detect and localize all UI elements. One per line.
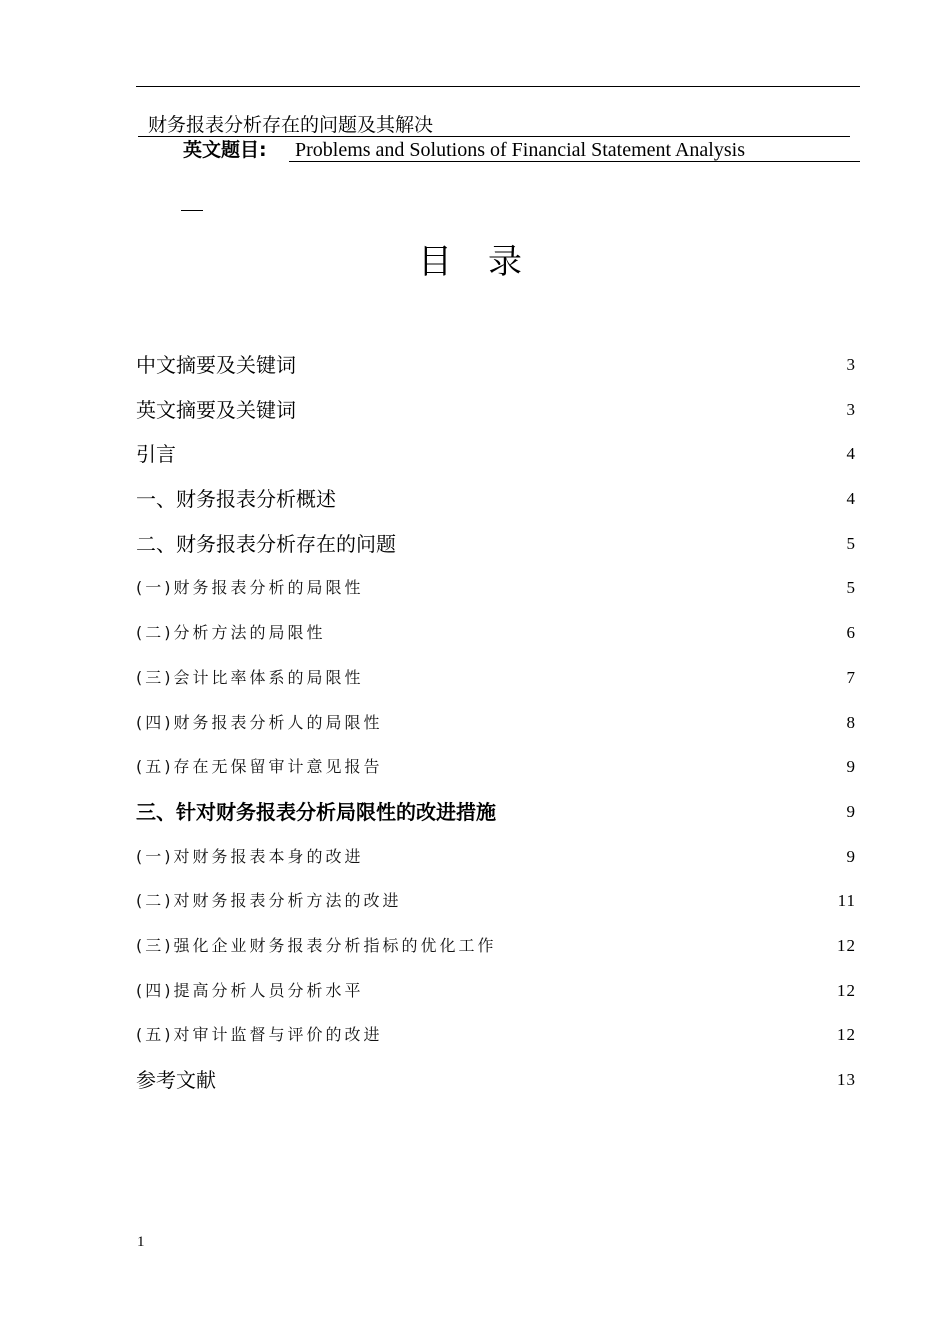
toc-entry-page: 12 <box>837 980 856 1000</box>
chinese-title: 财务报表分析存在的问题及其解决 <box>138 113 850 137</box>
toc-entry[interactable] <box>136 1058 856 1103</box>
toc-entry-page: 6 <box>846 623 856 643</box>
toc-subentry[interactable] <box>136 1013 856 1058</box>
toc-entry-label: 一、财务报表分析概述 <box>136 487 336 512</box>
toc-entry-label: 中文摘要及关键词 <box>136 353 296 377</box>
toc-subentry[interactable] <box>136 969 856 1014</box>
toc-entry-label: 引言 <box>136 442 176 467</box>
toc-entry-label: (五)存在无保留审计意见报告 <box>136 757 383 777</box>
toc-entry-page: 4 <box>846 444 856 464</box>
toc-subentry[interactable] <box>136 566 856 611</box>
toc-entry-label: (二)分析方法的局限性 <box>136 623 326 643</box>
toc-entry-page: 3 <box>846 355 856 374</box>
toc-entry-page: 4 <box>846 489 856 509</box>
toc-entry-page: 3 <box>846 399 856 419</box>
toc-entry-page: 7 <box>846 667 856 687</box>
toc-entry-label: 三、针对财务报表分析局限性的改进措施 <box>136 799 496 824</box>
toc-heading: 目录 <box>418 242 558 282</box>
toc-entry-page: 11 <box>837 891 856 911</box>
toc-entry-page: 13 <box>837 1070 856 1089</box>
toc-entry-label: 参考文献 <box>136 1068 216 1092</box>
toc-entry-label: (三)强化企业财务报表分析指标的优化工作 <box>136 935 497 955</box>
toc-entry-label: 英文摘要及关键词 <box>136 397 296 422</box>
toc-subentry[interactable] <box>136 879 856 924</box>
english-title-label: 英文题目: <box>183 139 267 161</box>
toc-entry[interactable] <box>136 343 856 388</box>
toc-entry[interactable] <box>136 522 856 567</box>
toc-subentry[interactable] <box>136 611 856 656</box>
toc-entry-label: (四)财务报表分析人的局限性 <box>136 712 383 732</box>
toc-subentry[interactable] <box>136 656 856 701</box>
toc-entry-label: (五)对审计监督与评价的改进 <box>136 1025 383 1045</box>
short-dash-mark <box>181 210 203 211</box>
toc-entry-label: (二)对财务报表分析方法的改进 <box>136 891 402 911</box>
toc-entry-page: 12 <box>837 1025 856 1045</box>
english-title-row <box>183 138 860 162</box>
toc-entry-page: 5 <box>846 578 856 598</box>
toc-subentry[interactable] <box>136 924 856 969</box>
toc-entry-label: (一)财务报表分析的局限性 <box>136 578 364 598</box>
page-number: 1 <box>137 1234 145 1250</box>
english-title: Problems and Solutions of Financial Statement Analysis <box>289 138 860 162</box>
toc-entry-page: 8 <box>846 712 856 732</box>
toc-subentry[interactable] <box>136 701 856 746</box>
toc-entry-label: (三)会计比率体系的局限性 <box>136 667 364 687</box>
header-rule <box>136 86 860 87</box>
toc-entry-label: (四)提高分析人员分析水平 <box>136 980 364 1000</box>
toc-entry[interactable] <box>136 432 856 477</box>
toc-entry-page: 9 <box>846 801 856 821</box>
toc-subentry[interactable] <box>136 745 856 790</box>
toc-entry-page: 9 <box>846 757 856 777</box>
toc-entry[interactable] <box>136 388 856 433</box>
toc-entry-label: 二、财务报表分析存在的问题 <box>136 531 396 556</box>
table-of-contents <box>136 343 856 1103</box>
toc-subentry[interactable] <box>136 835 856 880</box>
toc-entry[interactable] <box>136 790 856 835</box>
toc-entry-page: 9 <box>846 846 856 866</box>
toc-entry-page: 12 <box>837 935 856 955</box>
toc-entry[interactable] <box>136 477 856 522</box>
toc-entry-label: (一)对财务报表本身的改进 <box>136 846 364 866</box>
toc-entry-page: 5 <box>846 533 856 553</box>
